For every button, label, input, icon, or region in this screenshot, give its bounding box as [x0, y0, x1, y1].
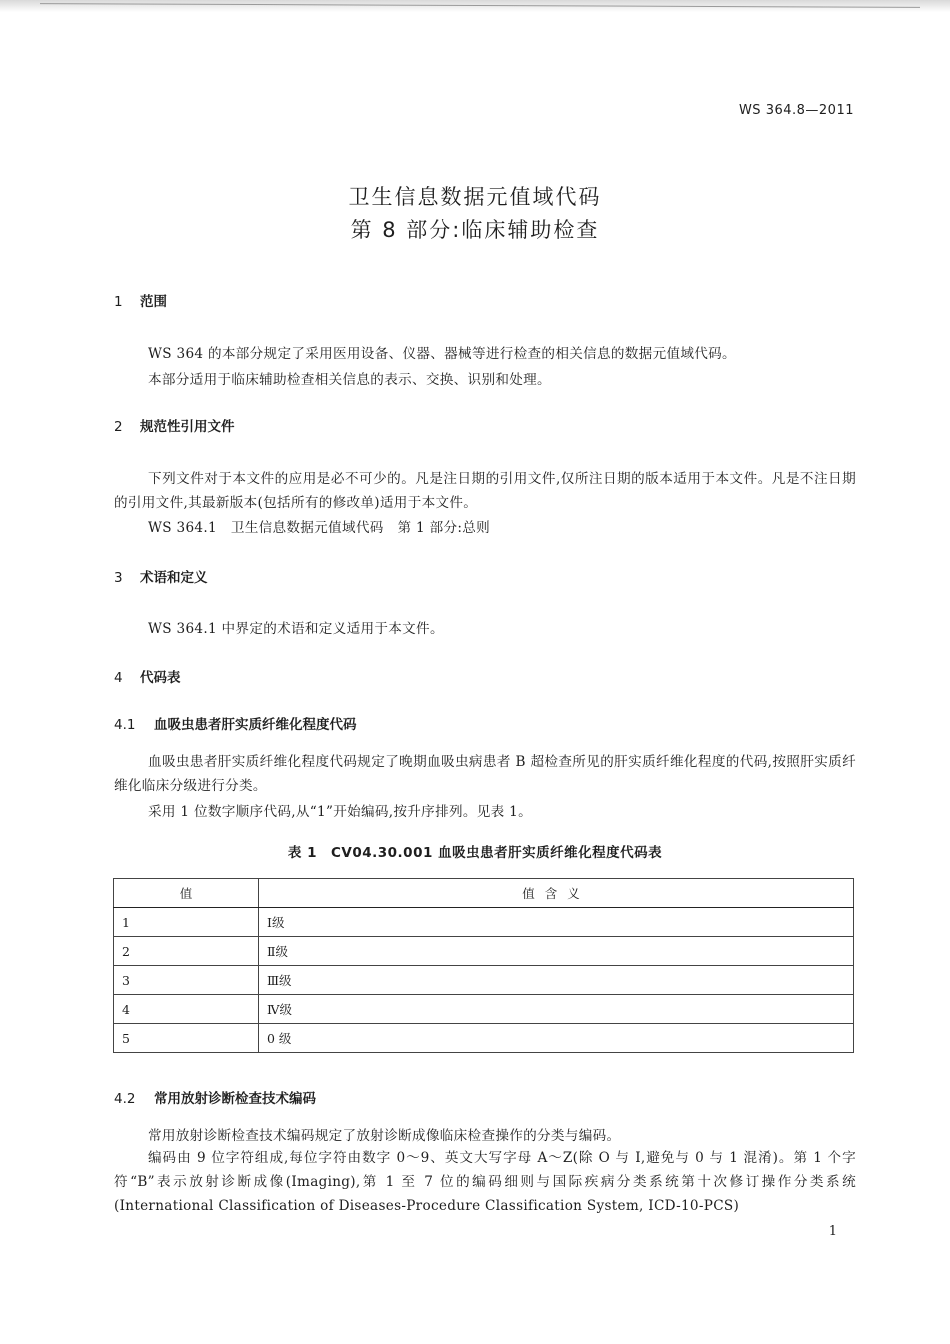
table-cell-value: 1: [114, 908, 259, 937]
section-title: 血吸虫患者肝实质纤维化程度代码: [154, 717, 357, 733]
section-title: 常用放射诊断检查技术编码: [154, 1091, 316, 1107]
section-3-paragraph-1: WS 364.1 中界定的术语和定义适用于本文件。: [148, 621, 444, 637]
section-2-heading: [114, 415, 235, 435]
section-4-heading: [114, 666, 181, 686]
section-1-paragraph-1: WS 364 的本部分规定了采用医用设备、仪器、器械等进行检查的相关信息的数据元值域代码。: [148, 346, 736, 362]
table-cell-meaning: Ⅲ级: [259, 966, 854, 995]
table-row: [114, 937, 854, 966]
code-table: [113, 878, 854, 1053]
section-4-1-paragraph-2: 采用 1 位数字顺序代码,从“1”开始编码,按升序排列。见表 1。: [148, 804, 533, 820]
section-1-heading: [114, 290, 167, 310]
table-row: [114, 1024, 854, 1053]
table-1-caption: 表 1 CV04.30.001 血吸虫患者肝实质纤维化程度代码表: [287, 845, 663, 861]
table-cell-meaning: Ⅰ级: [259, 908, 854, 937]
page-number: 1: [828, 1224, 837, 1239]
document-subtitle: 第 8 部分:临床辅助检查: [350, 218, 600, 242]
section-title: 范围: [140, 294, 167, 310]
standard-number: WS 364.8—2011: [738, 103, 854, 118]
section-4-2-heading: [114, 1087, 316, 1107]
section-number: 2: [114, 419, 123, 435]
section-number: 4.1: [114, 717, 136, 733]
section-number: 3: [114, 570, 123, 586]
section-4-2-paragraph-1: 常用放射诊断检查技术编码规定了放射诊断成像临床检查操作的分类与编码。: [148, 1128, 621, 1144]
table-cell-value: 5: [114, 1024, 259, 1053]
table-row: [114, 966, 854, 995]
section-2-paragraph-1: 下列文件对于本文件的应用是必不可少的。凡是注日期的引用文件,仅所注日期的版本适用于本文件。凡是不注日期的引用文件,其最新版本(包括所有的修改单)适用于本文件。: [114, 471, 856, 511]
table-cell-meaning: 0 级: [259, 1024, 854, 1053]
section-3-heading: [114, 566, 208, 586]
section-4-1-paragraph-1: 血吸虫患者肝实质纤维化程度代码规定了晚期血吸虫病患者 B 超检查所见的肝实质纤维化程度的代码,按照肝实质纤维化临床分级进行分类。: [114, 754, 856, 794]
section-number: 1: [114, 294, 123, 310]
table-cell-meaning: Ⅱ级: [259, 937, 854, 966]
section-title: 规范性引用文件: [140, 419, 235, 435]
column-header-meaning: 值含义: [259, 879, 854, 908]
section-number: 4.2: [114, 1091, 136, 1107]
table-header-row: [114, 879, 854, 908]
normative-reference: WS 364.1 卫生信息数据元值域代码 第 1 部分:总则: [148, 520, 491, 536]
table-row: [114, 908, 854, 937]
table-cell-value: 3: [114, 966, 259, 995]
table-row: [114, 995, 854, 1024]
table-cell-value: 2: [114, 937, 259, 966]
section-number: 4: [114, 670, 123, 686]
section-title: 代码表: [140, 670, 181, 686]
table-cell-meaning: Ⅳ级: [259, 995, 854, 1024]
column-header-value: 值: [114, 879, 259, 908]
section-1-paragraph-2: 本部分适用于临床辅助检查相关信息的表示、交换、识别和处理。: [148, 372, 551, 388]
section-4-1-heading: [114, 713, 357, 733]
section-4-2-paragraph-2: 编码由 9 位字符组成,每位字符由数字 0～9、英文大写字母 A～Z(除 O 与 I,避免与 0 与 1 混淆)。第 1 个字符“B”表示放射诊断成像(Imaging),第 1 至 7 位的编码细则与国际疾病分类系统第十次修订操作分类系统(International Classification of Diseases-Procedure Classification System, ICD-10-PCS): [114, 1150, 856, 1214]
table-cell-value: 4: [114, 995, 259, 1024]
document-title: 卫生信息数据元值域代码: [348, 185, 602, 209]
section-title: 术语和定义: [140, 570, 208, 586]
